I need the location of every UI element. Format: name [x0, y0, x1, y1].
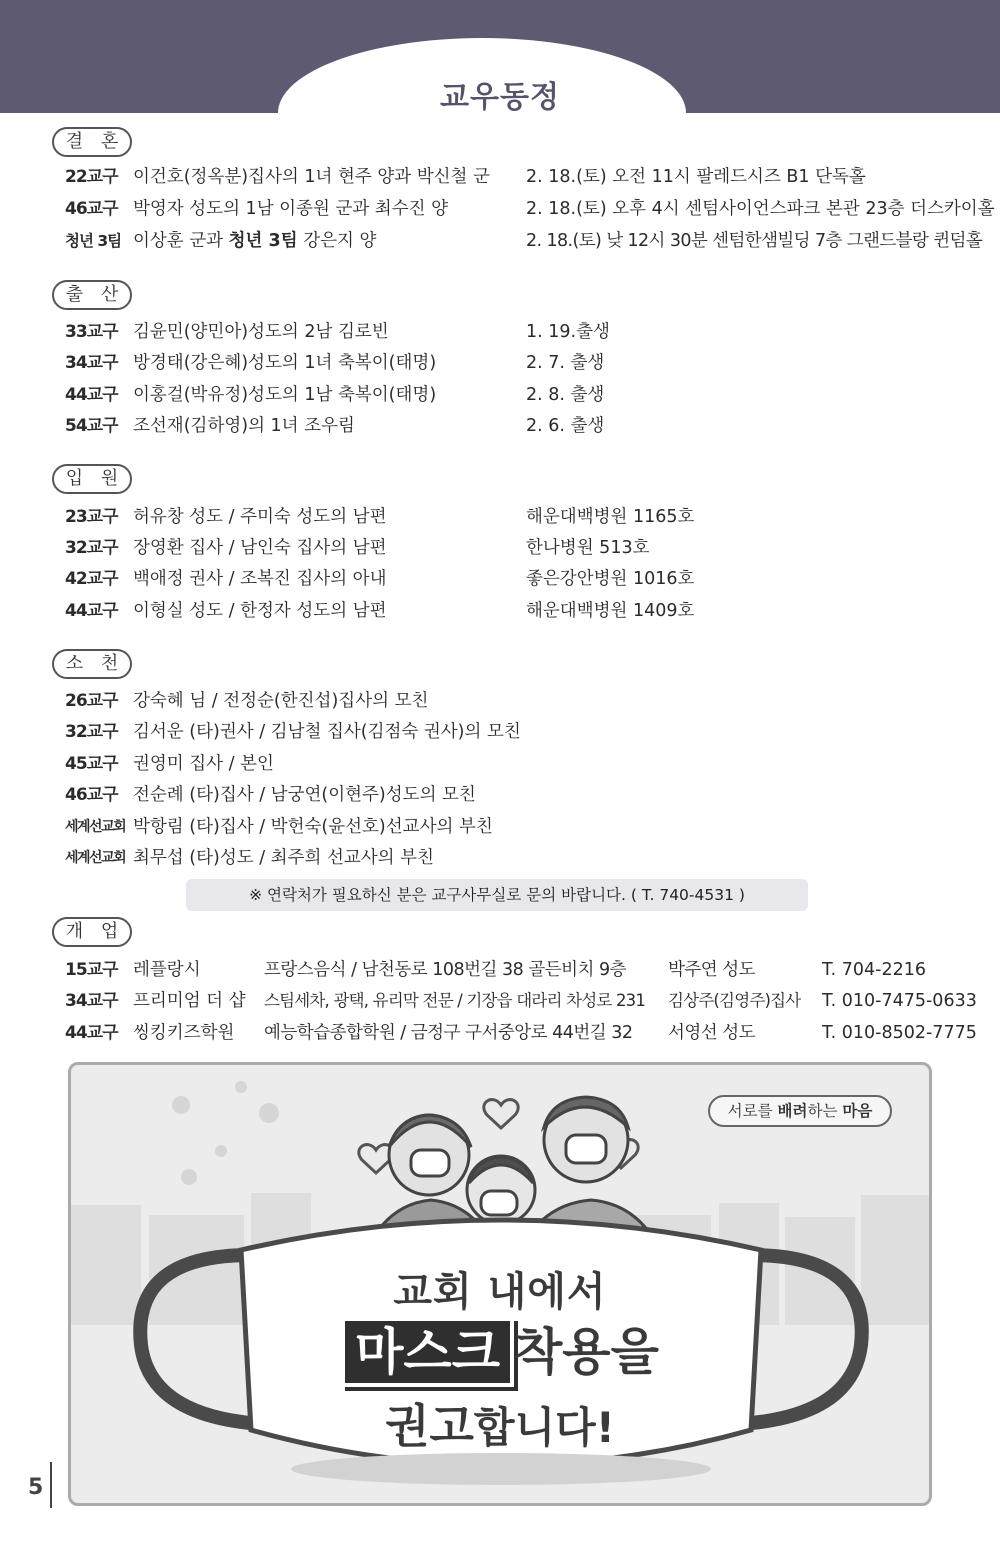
district: 54교구	[65, 416, 118, 436]
entry-desc: 이건호(정옥분)집사의 1녀 현주 양과 박신철 군	[133, 167, 490, 187]
poster-line-3	[0, 1390, 1000, 1456]
entry-info: 2. 8. 출생	[526, 385, 605, 405]
district: 34교구	[65, 353, 118, 373]
entry-desc: 김윤민(양민아)성도의 2남 김로빈	[133, 322, 389, 342]
entry-info: 2. 18.(토) 낮 12시 30분 센텀한샘빌딩 7층 그랜드블랑 퀸덤홀	[526, 231, 983, 251]
district: 44교구	[65, 601, 118, 621]
tagline-bold-2: 마음	[842, 1102, 873, 1120]
business-name: 씽킹키즈학원	[133, 1023, 235, 1043]
entry-desc: 최무섭 (타)성도 / 최주희 선교사의 부친	[133, 848, 434, 868]
entry-desc-bold: 청년 3팀	[228, 231, 298, 251]
entry-desc: 백애정 권사 / 조복진 집사의 아내	[133, 569, 387, 589]
entry-info: 해운대백병원 1165호	[526, 507, 695, 527]
section-label-birth: 출 산	[52, 280, 132, 310]
entry-desc: 김서운 (타)권사 / 김남철 집사(김점숙 권사)의 모친	[133, 722, 521, 742]
poster-line-3-bold: 권고	[385, 1399, 474, 1453]
entry-desc: 강숙혜 님 / 전정순(한진섭)집사의 모친	[133, 691, 429, 711]
section-label-hospital: 입 원	[52, 464, 132, 494]
district: 32교구	[65, 722, 118, 742]
entry-info: 2. 7. 출생	[526, 353, 605, 373]
poster-line-2	[0, 1312, 1000, 1387]
entry-desc: 조선재(김하영)의 1녀 조우림	[133, 416, 355, 436]
entry-desc: 전순례 (타)집사 / 남궁연(이현주)성도의 모친	[133, 785, 476, 805]
owner: 서영선 성도	[668, 1023, 756, 1043]
page-number: 5	[28, 1475, 44, 1500]
district: 45교구	[65, 754, 118, 774]
entry-desc: 권영미 집사 / 본인	[133, 754, 274, 774]
entry-desc-pre: 이상훈 군과	[133, 231, 229, 251]
district: 청년 3팀	[65, 232, 122, 250]
business-type: 프랑스음식 / 남천동로 108번길 38 골든비치 9층	[264, 960, 627, 980]
poster-line-1: 교회 내에서	[393, 1269, 607, 1315]
business-type: 스팀세차, 광택, 유리막 전문 / 기장읍 대라리 차성로 231	[264, 991, 646, 1010]
district: 46교구	[65, 785, 118, 805]
district: 15교구	[65, 960, 118, 980]
telephone: T. 010-8502-7775	[822, 1023, 977, 1043]
contact-notice: ※ 연락처가 필요하신 분은 교구사무실로 문의 바랍니다. ( T. 740-4531 )	[186, 879, 808, 911]
district: 44교구	[65, 1023, 118, 1043]
district: 34교구	[65, 991, 118, 1011]
district: 26교구	[65, 691, 118, 711]
owner: 박주연 성도	[668, 960, 756, 980]
poster-tagline	[708, 1095, 892, 1127]
entry-desc: 방경태(강은혜)성도의 1녀 축복이(태명)	[133, 353, 437, 373]
entry-desc: 박항림 (타)집사 / 박헌숙(윤선호)선교사의 부친	[133, 817, 493, 837]
entry-info: 좋은강안병원 1016호	[526, 569, 695, 589]
district: 세계선교회	[65, 850, 126, 866]
section-label-funeral: 소 천	[52, 649, 132, 679]
tagline-mid: 하는	[807, 1102, 843, 1120]
business-type: 예능학습종합학원 / 금정구 구서중앙로 44번길 32	[264, 1023, 633, 1043]
district: 32교구	[65, 538, 118, 558]
entry-desc: 장영환 집사 / 남인숙 집사의 남편	[133, 538, 387, 558]
entry-desc: 허유창 성도 / 주미숙 성도의 남편	[133, 507, 387, 527]
tagline-bold-1: 배려	[777, 1102, 808, 1120]
entry-info: 2. 6. 출생	[526, 416, 605, 436]
business-name: 레플랑시	[133, 960, 201, 980]
virus-icons	[172, 1081, 279, 1185]
section-label-opening: 개 업	[52, 917, 132, 947]
telephone: T. 010-7475-0633	[822, 991, 977, 1011]
district: 22교구	[65, 167, 118, 187]
entry-desc-post: 강은지 양	[297, 231, 377, 251]
entry-info: 한나병원 513호	[526, 538, 650, 558]
entry-desc: 이홍걸(박유정)성도의 1남 축복이(태명)	[133, 385, 437, 405]
poster-highlight: 마스크	[341, 1317, 514, 1387]
telephone: T. 704-2216	[822, 960, 926, 980]
poster-line-3-rest: 합니다!	[474, 1403, 615, 1452]
district: 46교구	[65, 199, 118, 219]
page-title: 교우동정	[440, 80, 560, 115]
entry-desc: 이형실 성도 / 한정자 성도의 남편	[133, 601, 387, 621]
poster-line-2-rest: 착용을	[514, 1323, 659, 1381]
district: 42교구	[65, 569, 118, 589]
entry-info: 1. 19.출생	[526, 322, 610, 342]
district: 33교구	[65, 322, 118, 342]
entry-desc	[133, 229, 376, 253]
district: 44교구	[65, 385, 118, 405]
entry-info: 2. 18.(토) 오전 11시 팔레드시즈 B1 단독홀	[526, 167, 866, 187]
page-number-divider	[50, 1462, 52, 1508]
district: 세계선교회	[65, 819, 126, 835]
entry-info: 2. 18.(토) 오후 4시 센텀사이언스파크 본관 23층 더스카이홀	[526, 199, 995, 219]
district: 23교구	[65, 507, 118, 527]
entry-info: 해운대백병원 1409호	[526, 601, 695, 621]
section-label-wedding: 결 혼	[52, 127, 132, 157]
business-name: 프리미엄 더 샵	[133, 991, 246, 1011]
entry-desc: 박영자 성도의 1남 이종원 군과 최수진 양	[133, 199, 448, 219]
tagline-pre: 서로를	[727, 1102, 778, 1120]
owner: 김상주(김영주)집사	[668, 991, 801, 1010]
